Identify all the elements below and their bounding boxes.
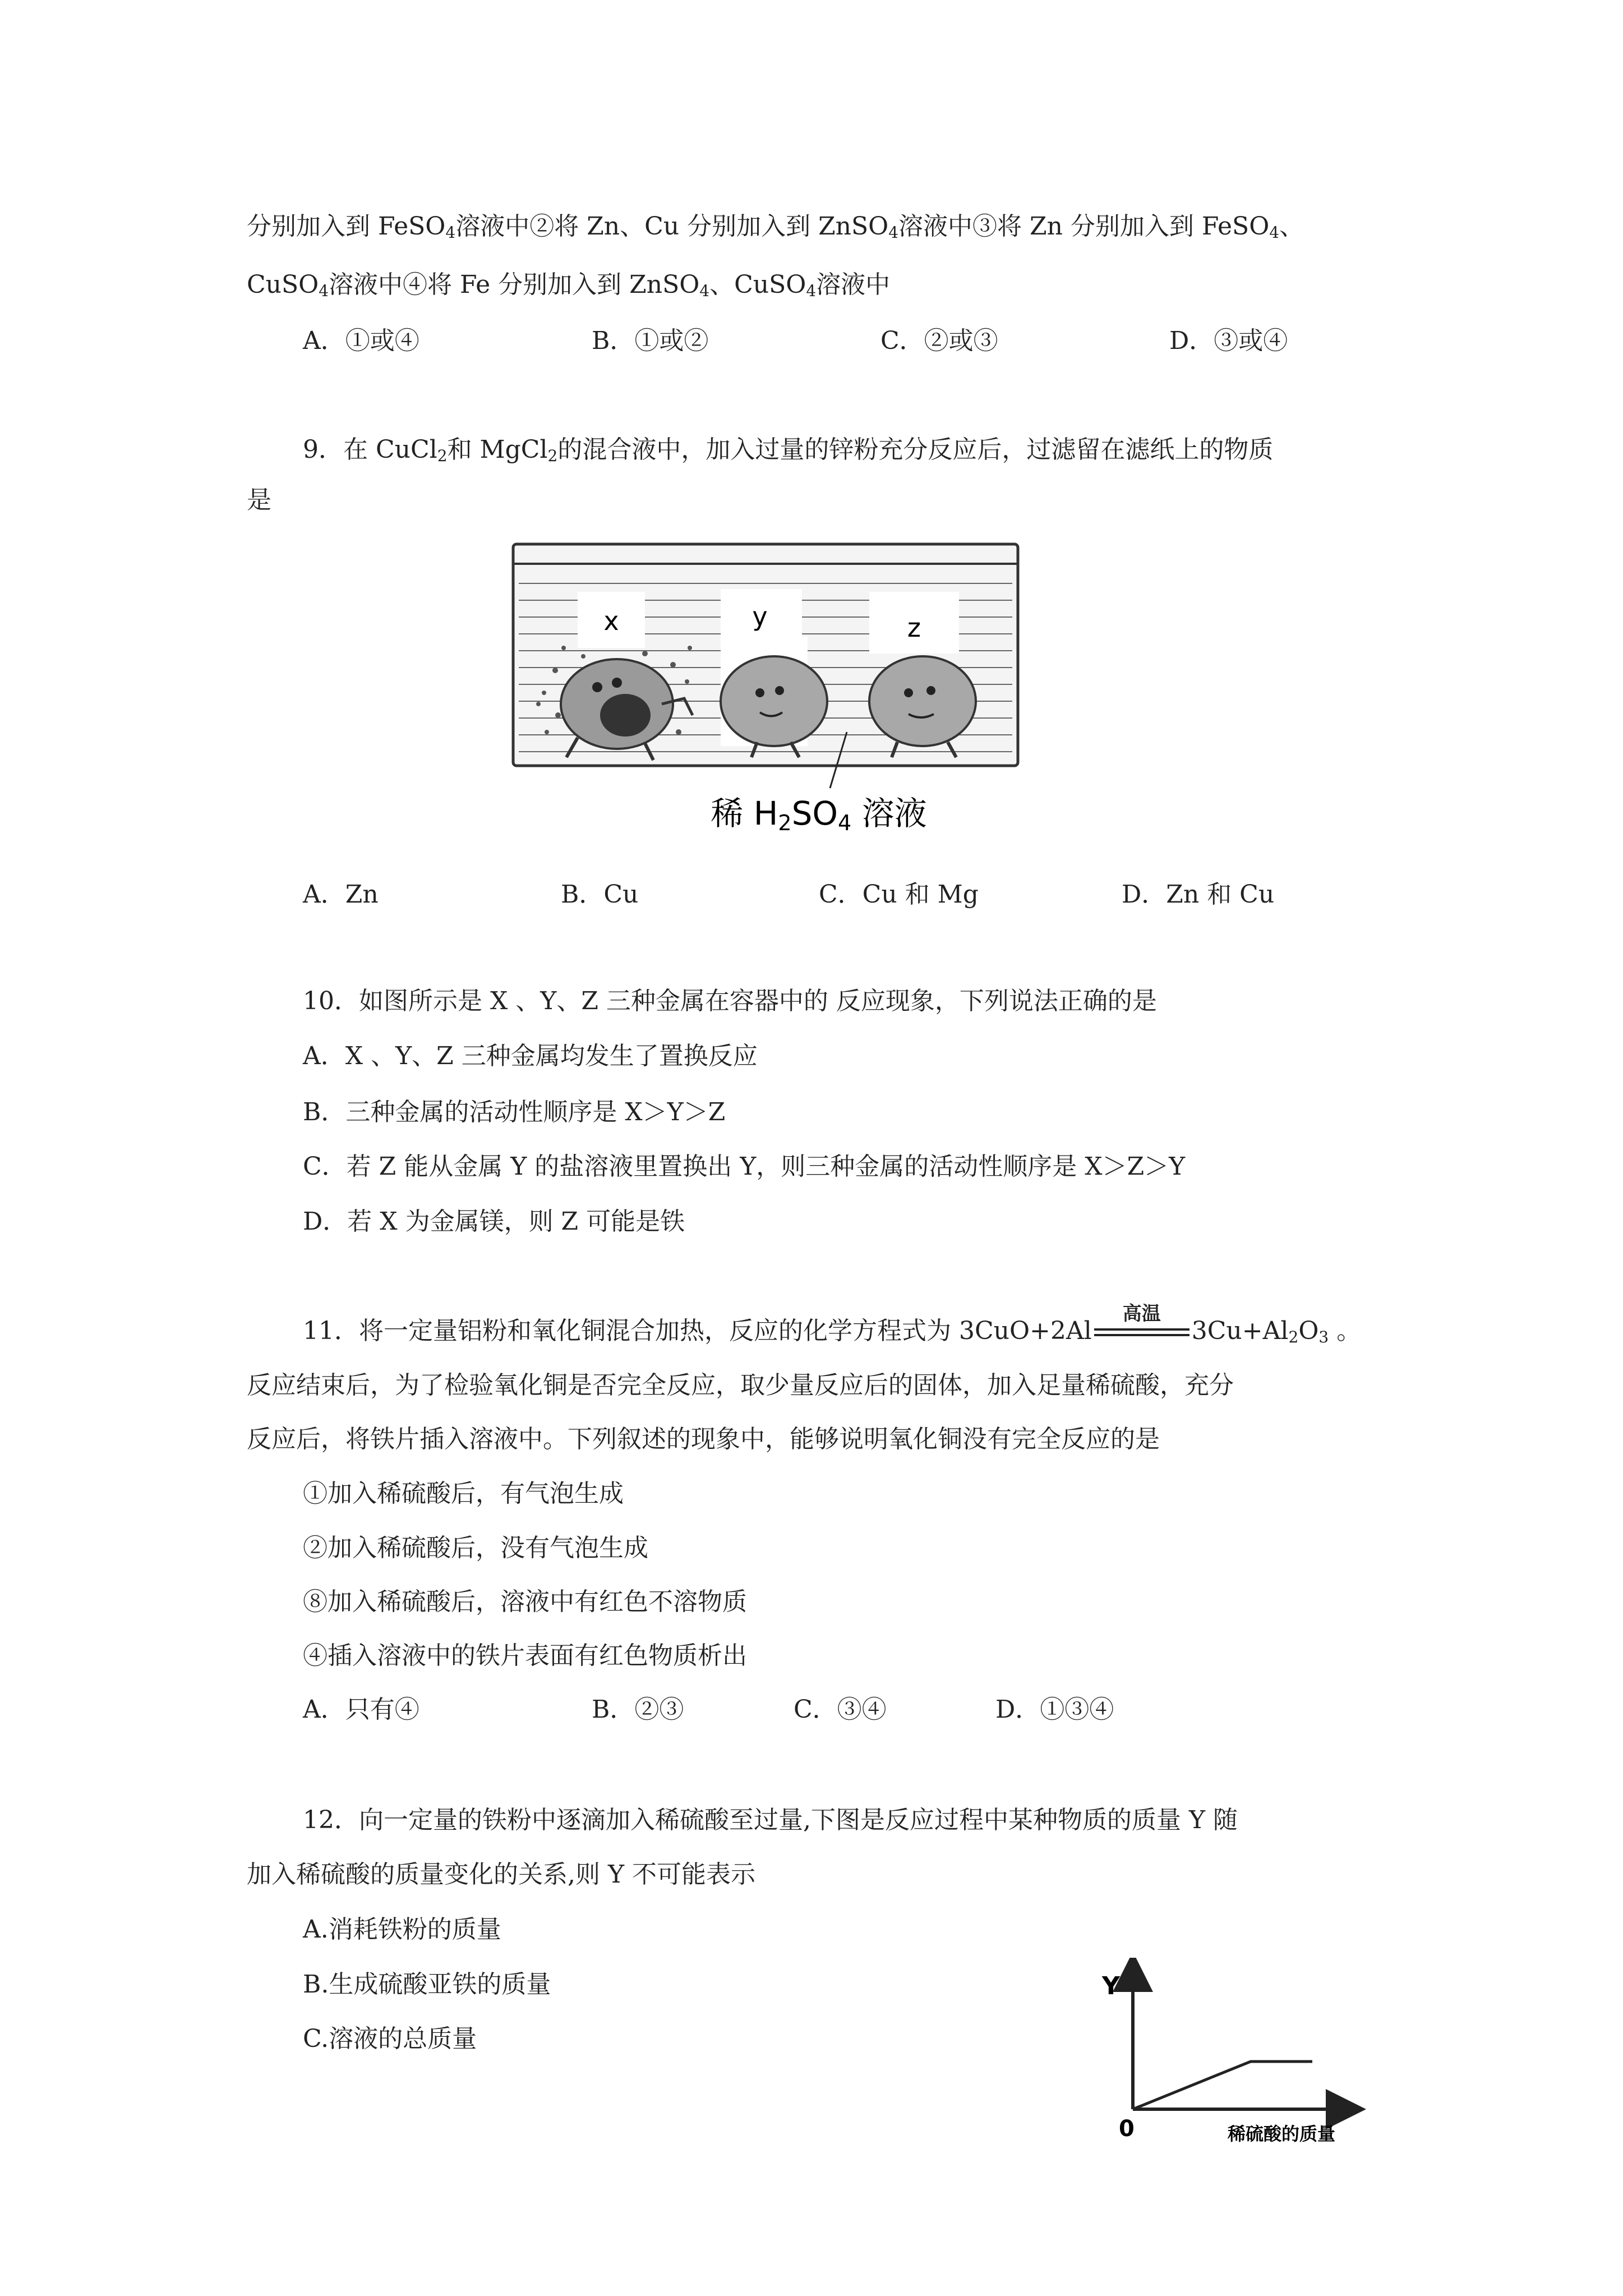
- q9-line2: 是: [247, 486, 271, 514]
- q10-option-d: D．若 X 为金属镁，则 Z 可能是铁: [303, 1207, 685, 1236]
- q9-option-a: A．Zn: [303, 880, 379, 909]
- graph-line: [1133, 2062, 1312, 2109]
- origin-label: 0: [1119, 2116, 1135, 2142]
- q12-option-b: B.生成硫酸亚铁的质量: [303, 1970, 551, 1999]
- q12-line1: 12．向一定量的铁粉中逐滴加入稀硫酸至过量,下图是反应过程中某种物质的质量 Y 随: [303, 1806, 1238, 1834]
- q10-option-c: C．若 Z 能从金属 Y 的盐溶液里置换出 Y，则三种金属的活动性顺序是 X＞Z＞Y: [303, 1152, 1186, 1181]
- figure-caption: 稀 H2SO4 溶液: [711, 794, 927, 835]
- x-axis-label: 稀硫酸的质量: [1227, 2123, 1336, 2143]
- q11-item-1: ①加入稀硫酸后，有气泡生成: [303, 1479, 624, 1508]
- q11-item-4: ④插入溶液中的铁片表面有红色物质析出: [303, 1641, 747, 1670]
- beaker-figure: [505, 536, 1038, 850]
- q8-option-a: A．①或④: [303, 326, 419, 355]
- q11-option-a: A．只有④: [303, 1695, 419, 1724]
- reaction-condition: 高温: [1094, 1322, 1189, 1344]
- q12-line2: 加入稀硫酸的质量变化的关系,则 Y 不可能表示: [247, 1860, 756, 1889]
- q10-option-b: B．三种金属的活动性顺序是 X＞Y＞Z: [303, 1098, 726, 1126]
- q11-option-c: C．③④: [794, 1695, 887, 1724]
- q12-option-a: A.消耗铁粉的质量: [303, 1915, 501, 1944]
- q12-option-c: C.溶液的总质量: [303, 2024, 477, 2053]
- q11-line1: 11．将一定量铝粉和氧化铜混合加热，反应的化学方程式为 3CuO+2Al 高温 $3Cu+Al_2O_3$ 。: [303, 1302, 1362, 1346]
- label-z: z: [907, 613, 921, 643]
- q9-option-c: C．Cu 和 Mg: [819, 880, 979, 909]
- label-x: x: [603, 606, 619, 636]
- q8-option-b: B．①或②: [592, 326, 709, 355]
- q8-line2: CuSO$_4$溶液中④将 Fe 分别加入到 ZnSO$_4$、CuSO$_4$溶液中: [247, 270, 891, 300]
- q11-line2: 反应结束后，为了检验氧化铜是否完全反应，取少量反应后的固体，加入足量稀硫酸，充分: [247, 1371, 1234, 1400]
- label-y: y: [752, 601, 768, 632]
- q9-option-b: B．Cu: [561, 880, 639, 909]
- q8-option-d: D．③或④: [1169, 326, 1288, 355]
- y-axis-label: Y: [1102, 1972, 1120, 2000]
- q8-line1: 分别加入到 FeSO$_4$溶液中②将 Zn、Cu 分别加入到 ZnSO$_4$溶液中③将 Zn 分别加入到 FeSO$_4$、: [247, 212, 1304, 242]
- q10-stem: 10．如图所示是 X 、Y、Z 三种金属在容器中的 反应现象，下列说法正确的是: [303, 987, 1157, 1015]
- q8-option-c: C．②或③: [880, 326, 998, 355]
- q10-option-a: A．X 、Y、Z 三种金属均发生了置换反应: [303, 1042, 758, 1070]
- q11-item-3: ⑧加入稀硫酸后，溶液中有红色不溶物质: [303, 1588, 747, 1616]
- q9-option-d: D．Zn 和 Cu: [1122, 880, 1275, 909]
- q11-line3: 反应后，将铁片插入溶液中。下列叙述的现象中，能够说明氧化铜没有完全反应的是: [247, 1425, 1160, 1453]
- q11-option-d: D．①③④: [995, 1695, 1114, 1724]
- q11-option-b: B．②③: [592, 1695, 684, 1724]
- q12-graph: [1066, 1958, 1368, 2143]
- q9-line1: 9．在 CuCl$_2$和 MgCl$_2$的混合液中，加入过量的锌粉充分反应后，过滤留在滤纸上的物质: [303, 435, 1274, 465]
- q11-item-2: ②加入稀硫酸后，没有气泡生成: [303, 1534, 648, 1562]
